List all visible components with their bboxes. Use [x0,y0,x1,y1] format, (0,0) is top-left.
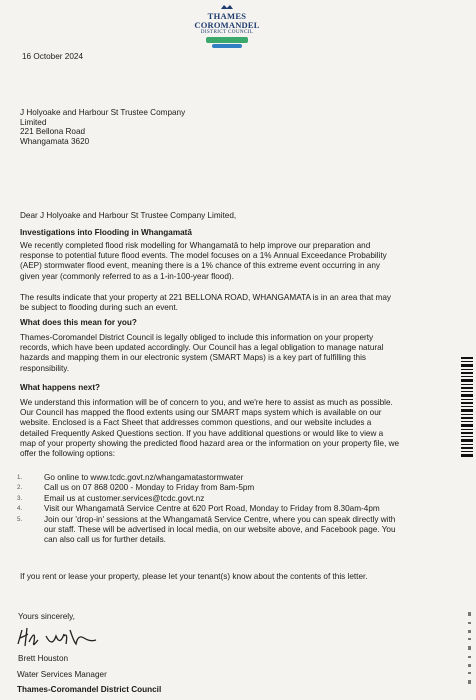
logo-green-stripe [206,37,248,43]
list-text: Go online to www.tcdc.govt.nz/whangamatastormwater [44,473,244,482]
letter-date: 16 October 2024 [22,52,83,61]
list-item [17,494,402,504]
list-number: 4. [17,505,23,513]
signature-image [16,622,116,654]
crest-icon [220,4,234,10]
salutation: Dear J Holyoake and Harbour St Trustee Company Limited, [20,211,237,220]
side-marking-icon [465,612,475,692]
list-text: Visit our Whangamatā Service Centre at 620 Port Road, Monday to Friday from 8.30am-4pm [44,504,380,514]
recipient-address [20,108,220,146]
list-number: 1. [17,474,23,481]
logo-blue-stripe [212,44,242,48]
list-item [17,483,402,493]
list-text: Call us on 07 868 0200 - Monday to Friday from 8am-5pm [44,483,255,493]
paragraph-legal-obligation: Thames-Coromandel District Council is legally obliged to include this information on your property records, which have been updated accordingly. Our Council has a legal obligation to manage natural hazards and mapping them in our electronic system (SMART Maps) is a key part of fulfilling this responsibility. [20,333,384,373]
paragraph-assistance: We understand this information will be of concern to you, and we're here to assist as much as possible. Our Council has mapped the flood extents using our SMART maps system which is available on our website. Enclosed is a Fact Sheet that addresses common questions, and our website includes a detailed Frequently Asked Questions section. If you have additional questions or would like to view a map of your property showing the predicted flood hazard area or the information on your property file, we offer the following options: [20,398,400,459]
list-item [17,515,402,546]
heading-investigations: Investigations into Flooding in Whangamatā [20,228,192,237]
council-logo [190,12,264,48]
signatory-organisation: Thames-Coromandel District Council [17,685,162,694]
paragraph-tenants: If you rent or lease your property, please let your tenant(s) know about the contents of this letter. [20,572,368,581]
address-line: J Holyoake and Harbour St Trustee Company [20,108,186,117]
list-number: 3. [17,494,23,502]
paragraph-modelling: We recently completed flood risk modelling for Whangamatā to help improve our preparation and response to potential future flood events. The model focuses on a 1% Annual Exceedance Probability (AEP) stormwater flood event, meaning there is a 1% chance of this extreme event occurring in any given year (commonly referred to as a 1-in-100-year flood). [20,241,387,281]
logo-line-1: THAMES [207,11,247,21]
paragraph-results: The results indicate that your property at 221 BELLONA ROAD, WHANGAMATA is in an area that may be subject to flooding during such an event. [20,293,392,313]
list-text: Join our 'drop-in' sessions at the Whangamatā Service Centre, where you can speak directly with our staff. These will be advertised in local media, on our website above, and Facebook page. You can also call us for further details. [44,514,396,545]
list-number: 2. [17,484,23,492]
list-number: 5. [17,515,23,523]
logo-line-3: DISTRICT COUNCIL [200,29,254,35]
list-item [17,473,402,483]
closing: Yours sincerely, [18,612,75,621]
barcode-icon [461,357,473,457]
address-line: Limited [20,117,47,127]
signatory-name: Brett Houston [18,654,69,663]
address-line: 221 Bellona Road [20,127,86,137]
address-line: Whangamata 3620 [20,136,90,146]
list-text: Email us at customer.services@tcdc.govt.nz [44,493,205,503]
logo-line-2: COROMANDEL [194,19,260,30]
heading-what-next: What happens next? [20,383,101,392]
options-list [17,473,402,546]
heading-what-it-means: What does this mean for you? [20,318,137,327]
signatory-role: Water Services Manager [17,670,107,679]
list-item [17,504,402,514]
